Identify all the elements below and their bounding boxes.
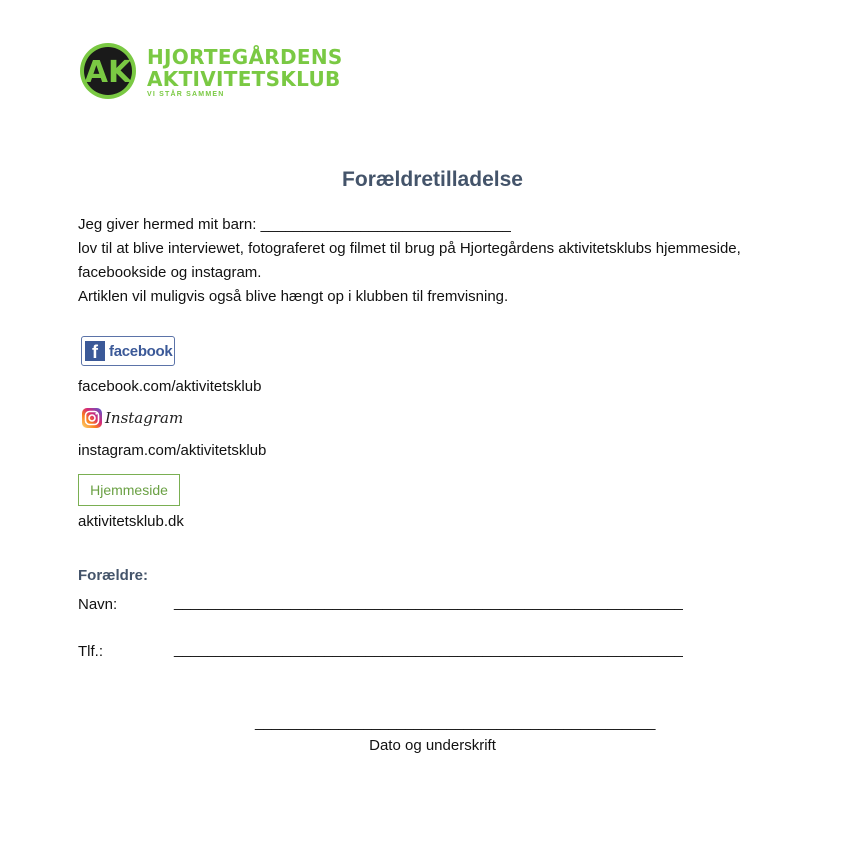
facebook-f-icon: f <box>85 341 105 361</box>
permission-paragraph <box>78 213 798 309</box>
paragraph-line: Jeg giver hermed mit barn: ______________________________ <box>78 216 511 233</box>
signature-field[interactable]: ________________________________________________ <box>255 714 656 731</box>
document-title: Forældretilladelse <box>342 168 523 191</box>
paragraph-line: Artiklen vil muligvis også blive hængt op i klubben til fremvisning. <box>78 288 509 305</box>
logo-letters: AK <box>84 55 132 90</box>
club-logo <box>79 42 343 102</box>
signature-label: Dato og underskrift <box>369 737 496 754</box>
facebook-badge[interactable] <box>81 336 175 366</box>
homepage-link[interactable]: aktivitetsklub.dk <box>78 513 184 530</box>
instagram-wordmark: Instagram <box>105 409 184 427</box>
paragraph-line: lov til at blive interviewet, fotograferet og filmet til brug på Hjortegårdens aktivitetsklubs hjemmeside, <box>78 240 741 257</box>
instagram-badge[interactable] <box>82 407 183 429</box>
phone-field[interactable]: _____________________________________________________________ <box>174 641 683 658</box>
instagram-icon <box>82 408 102 428</box>
homepage-button[interactable]: Hjemmeside <box>78 474 180 506</box>
parents-section-title: Forældre: <box>78 567 149 584</box>
logo-line-1: HJORTEGÅRDENS <box>147 45 343 69</box>
instagram-link[interactable]: instagram.com/aktivitetsklub <box>78 442 267 459</box>
logo-line-2: AKTIVITETSKLUB <box>147 67 341 91</box>
name-field[interactable]: _____________________________________________________________ <box>174 594 683 611</box>
logo-badge-icon <box>79 42 137 100</box>
name-label: Navn: <box>78 596 118 613</box>
facebook-link[interactable]: facebook.com/aktivitetsklub <box>78 378 262 395</box>
facebook-wordmark: facebook <box>109 342 173 360</box>
phone-label: Tlf.: <box>78 643 103 660</box>
paragraph-line: facebookside og instagram. <box>78 264 262 281</box>
logo-tagline: VI STÅR SAMMEN <box>147 91 225 98</box>
